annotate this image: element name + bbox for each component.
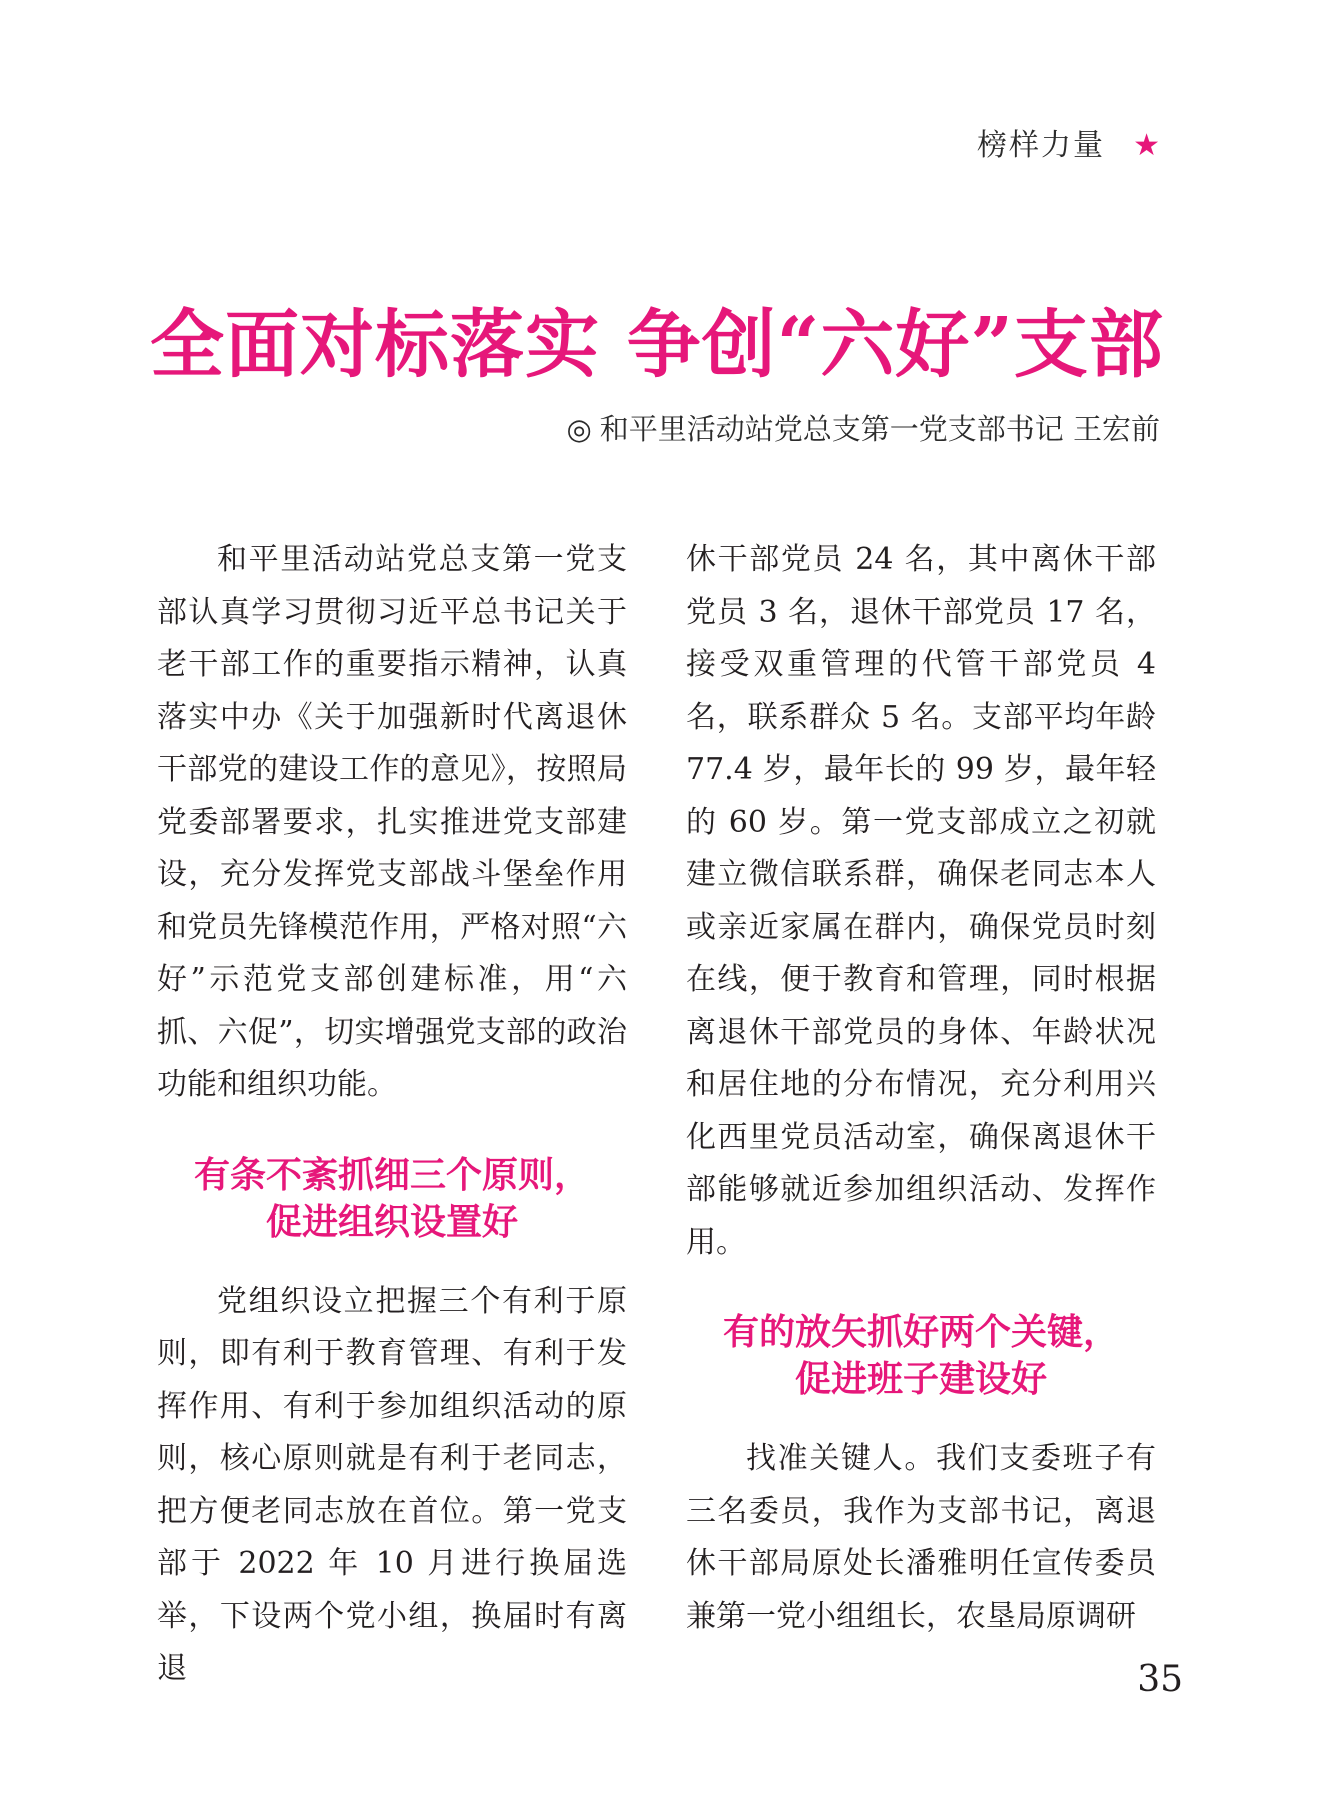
left-column [157,534,627,1696]
byline [566,410,1160,448]
section-label: 榜样力量 [977,128,1105,163]
page-number: 35 [1137,1659,1183,1700]
star-icon: ★ [1133,128,1160,163]
article-title: 全面对标落实 争创“六好”支部 [150,302,1164,388]
section-heading-1-line-1: 有条不紊抓细三个原则， [193,1154,590,1196]
paragraph-2: 党组织设立把握三个有利于原则，即有利于教育管理、有利于发挥作用、有利于参加组织活动的原则，核心原则就是有利于老同志，把方便老同志放在首位。第一党支部于 2022 年 10 月进行换届选举，下设两个党小组，换届时有离退 [157,1283,627,1686]
section-heading-2-line-1: 有的放矢抓好两个关键， [722,1312,1119,1353]
byline-mark-icon: ◎ [566,412,592,446]
intro-paragraph: 和平里活动站党总支第一党支部认真学习贯彻习近平总书记关于老干部工作的重要指示精神，认真落实中办《关于加强新时代离退休干部党的建设工作的意见》，按照局党委部署要求，扎实推进党支部建设，充分发挥党支部战斗堡垒作用和党员先锋模范作用，严格对照“六好”示范党支部创建标准，用“六抓、六促”，切实增强党支部的政治功能和组织功能。 [157,542,627,1102]
byline-text: 和平里活动站党总支第一党支部书记 王宏前 [599,412,1160,446]
paragraph-continued: 休干部党员 24 名，其中离休干部党员 3 名，退休干部党员 17 名，接受双重管理的代管干部党员 4 名，联系群众 5 名。支部平均年龄 77.4 岁，最年长的 99 岁，最年轻的 60 岁。第一党支部成立之初就建立微信联系群，确保老同志本人或亲近家属在群内，确保党员时刻在线，便于教育和管理，同时根据离退休干部党员的身体、年龄状况和居住地的分布情况，充分利用兴化西里党员活动室，确保离退休干部能够就近参加组织活动、发挥作用。 [686,542,1156,1260]
right-column [686,534,1156,1643]
section-heading-2 [686,1309,1156,1403]
section-heading-1-line-2: 促进组织设置好 [265,1201,518,1243]
section-heading-1 [157,1152,627,1246]
paragraph-3: 找准关键人。我们支委班子有三名委员，我作为支部书记，离退休干部局原处长潘雅明任宣传委员兼第一党小组组长，农垦局原调研 [686,1441,1156,1634]
section-heading-2-line-2: 促进班子建设好 [794,1359,1047,1400]
